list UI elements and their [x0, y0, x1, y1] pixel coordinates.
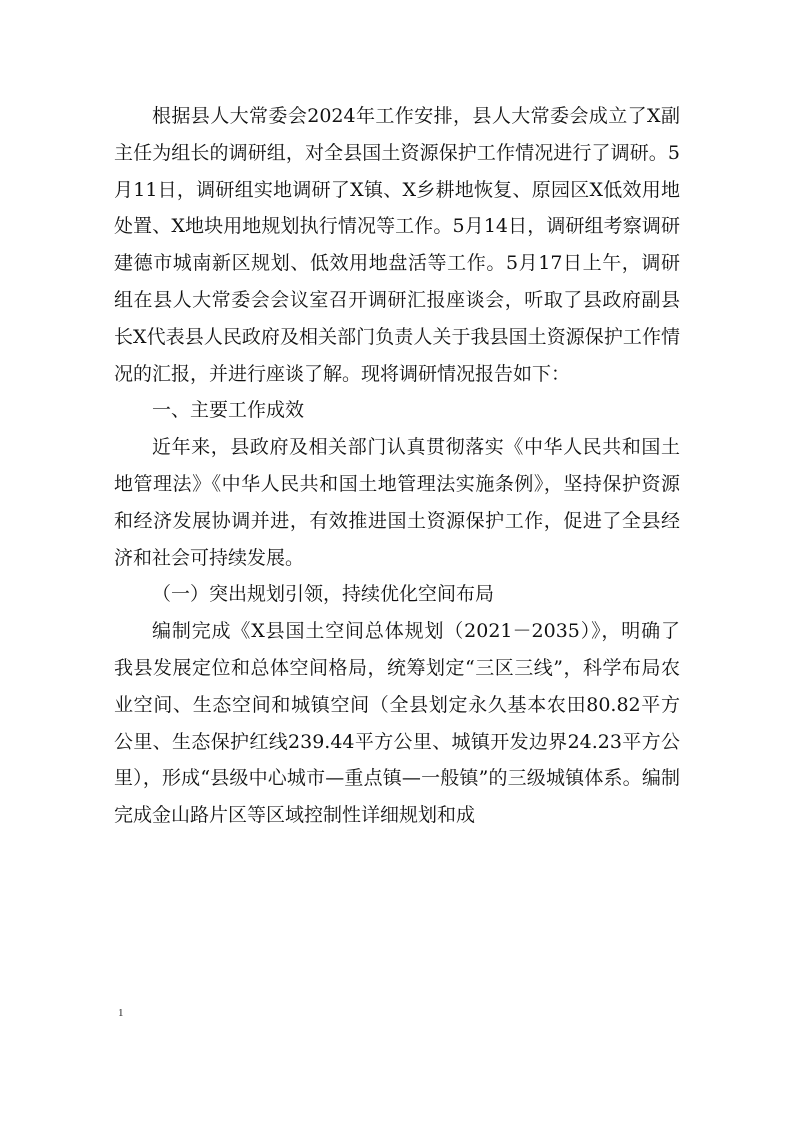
subheading-planning: （一）突出规划引领，持续优化空间布局	[152, 583, 495, 606]
heading-main-achievements: 一、主要工作成效	[152, 399, 305, 422]
paragraph-overview: 近年来，县政府及相关部门认真贯彻落实《中华人民共和国土地管理法》《中华人民共和国土地管理法实施条例》，坚持保护资源和经济发展协调并进，有效推进国土资源保护工作，促进了全县经济和社会可持续发展。	[114, 436, 680, 569]
paragraph-planning: 编制完成《X县国土空间总体规划（2021－2035）》，明确了我县发展定位和总体空间格局，统筹划定“三区三线”，科学布局农业空间、生态空间和城镇空间（全县划定永久基本农田80.82平方公里、生态保护红线239.44平方公里、城镇开发边界24.23平方公里），形成“县级中心城市—重点镇—一般镇”的三级城镇体系。编制完成金山路片区等区域控制性详细规划和成	[114, 620, 680, 827]
paragraph-intro: 根据县人大常委会2024年工作安排，县人大常委会成立了X副主任为组长的调研组，对全县国土资源保护工作情况进行了调研。5月11日，调研组实地调研了X镇、X乡耕地恢复、原园区X低效用地处置、X地块用地规划执行情况等工作。5月14日，调研组考察调研建德市城南新区规划、低效用地盘活等工作。5月17日上午，调研组在县人大常委会会议室召开调研汇报座谈会，听取了县政府副县长X代表县人民政府及相关部门负责人关于我县国土资源保护工作情况的汇报，并进行座谈了解。现将调研情况报告如下：	[114, 105, 680, 385]
page-number: 1	[118, 1007, 124, 1019]
document-body	[114, 98, 680, 834]
